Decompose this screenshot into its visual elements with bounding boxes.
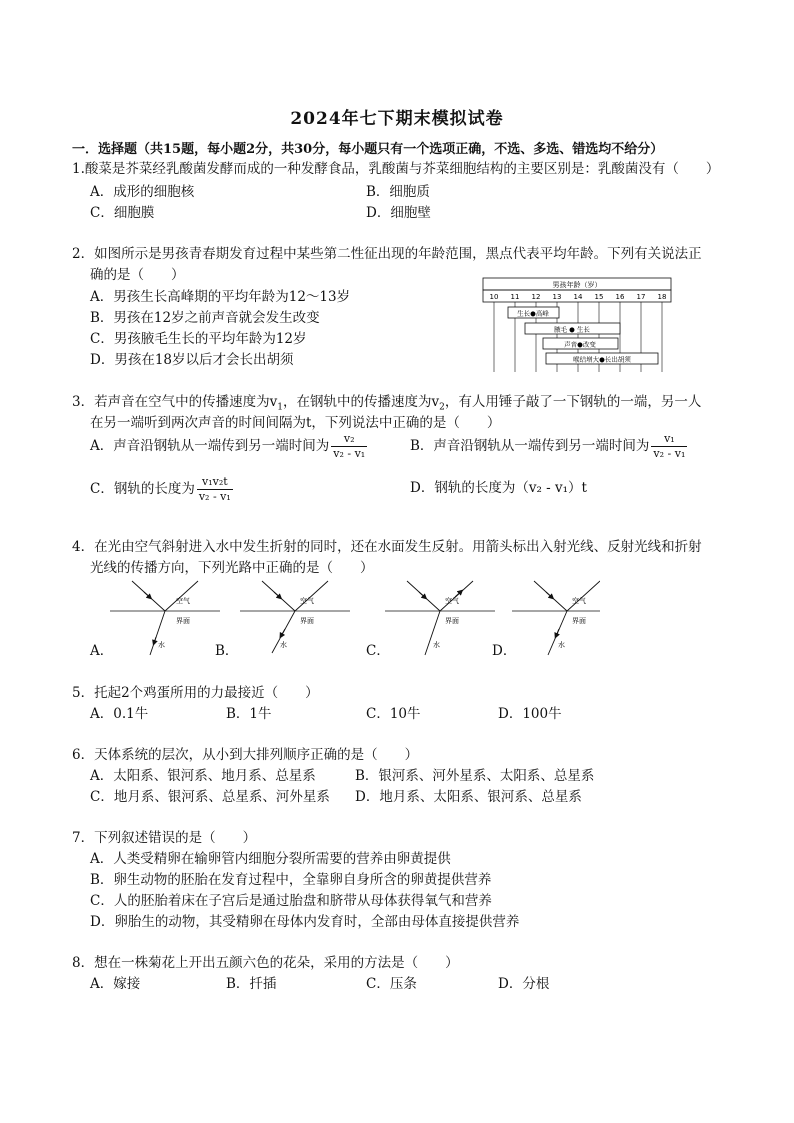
diagram-a-reflected xyxy=(165,581,198,611)
question-3-stem-line-1 xyxy=(72,390,701,413)
question-3-option-a-fraction xyxy=(331,432,367,461)
question-1-option-d: D．细胞壁 xyxy=(366,205,431,221)
diagram-c-air-label: 空气 xyxy=(445,597,459,605)
fraction-numerator: v₁v₂t xyxy=(197,475,233,490)
question-1-stem: 1.酸菜是芥菜经乳酸菌发酵而成的一种发酵食品，乳酸菌与芥菜细胞结构的主要区别是：乳酸菌没有（ ） xyxy=(72,161,720,177)
question-6-option-a: A．太阳系、银河系、地月系、总星系 xyxy=(90,768,316,784)
diagram-b xyxy=(240,581,350,653)
bar-growth-peak-label: 生长●高峰 xyxy=(517,309,549,318)
question-3-option-c-text: C．钢轨的长度为 xyxy=(90,481,195,497)
question-6-option-c: C．地月系、银河系、总星系、河外星系 xyxy=(90,789,330,805)
question-3-sub-2: 2 xyxy=(439,402,445,413)
question-6-option-b: B．银河系、河外星系、太阳系、总星系 xyxy=(355,768,595,784)
question-1-option-c: C．细胞膜 xyxy=(90,205,155,221)
fraction-numerator: v₂ xyxy=(331,432,367,447)
diagram-a-incident-arrow xyxy=(144,592,150,598)
question-6-option-d: D．地月系、太阳系、银河系、总星系 xyxy=(355,789,582,805)
diagram-b-water-label: 水 xyxy=(280,641,287,649)
question-7-option-a: A．人类受精卵在输卵管内细胞分裂所需要的营养由卵黄提供 xyxy=(90,851,451,867)
diagram-b-reflected xyxy=(295,581,328,611)
diagram-b-air-label: 空气 xyxy=(300,597,314,605)
diagram-a xyxy=(110,581,220,655)
question-6-stem: 6．天体系统的层次，从小到大排列顺序正确的是（ ） xyxy=(72,747,419,763)
question-8-option-a: A．嫁接 xyxy=(90,976,141,992)
question-3-sub-1: 1 xyxy=(277,402,283,413)
question-8-stem: 8．想在一株菊花上开出五颜六色的花朵，采用的方法是（ ） xyxy=(72,955,459,971)
bar-armpit-hair-label: 腋毛 ● 生长 xyxy=(554,325,590,334)
diagram-c xyxy=(385,581,495,655)
figure-age-label: 14 xyxy=(573,293,583,301)
diagram-b-incident-arrow xyxy=(274,592,280,598)
question-3-option-c-fraction xyxy=(197,475,233,504)
puberty-age-figure xyxy=(480,276,676,374)
diagram-c-incident-arrow xyxy=(419,592,425,598)
figure-age-label: 11 xyxy=(510,293,520,301)
question-4-stem-line-1: 4．在光由空气斜射进入水中发生折射的同时，还在水面发生反射。用箭头标出入射光线、反射光线和折射 xyxy=(72,539,702,555)
diagram-d-air-label: 空气 xyxy=(572,597,586,605)
figure-age-label: 13 xyxy=(552,293,562,301)
diagram-d xyxy=(512,581,600,655)
fraction-numerator: v₁ xyxy=(651,432,687,447)
diagram-d-water-label: 水 xyxy=(558,641,565,649)
diagram-a-refracted-arrow xyxy=(154,637,156,643)
diagram-a-water-label: 水 xyxy=(158,641,165,649)
figure-age-label: 12 xyxy=(531,293,541,301)
question-1 xyxy=(72,159,732,180)
question-1-option-a: A．成形的细胞核 xyxy=(90,184,195,200)
question-7-option-c: C．人的胚胎着床在子宫后是通过胎盘和脐带从母体获得氧气和营养 xyxy=(90,893,492,909)
question-2-stem-line-1: 2．如图所示是男孩青春期发育过程中某些第二性征出现的年龄范围，黑点代表平均年龄。下列有关说法正 xyxy=(72,246,702,262)
fraction-denominator: v₂ - v₁ xyxy=(333,447,366,460)
diagram-b-refracted-arrow xyxy=(281,629,285,636)
question-5-stem: 5．托起2个鸡蛋所用的力最接近（ ） xyxy=(72,685,319,701)
question-3-option-a-text: A．声音沿钢轨从一端传到另一端时间为 xyxy=(90,438,330,454)
question-3-option-b-fraction xyxy=(651,432,687,461)
exam-title: 2024年七下期末模拟试卷 xyxy=(290,109,504,129)
question-2-option-d: D．男孩在18岁以后才会长出胡须 xyxy=(90,352,294,368)
diagram-d-refracted-arrow xyxy=(556,629,559,636)
diagram-a-air-label: 空气 xyxy=(176,597,190,605)
question-4-diagrams xyxy=(80,575,600,660)
question-2-option-a: A．男孩生长高峰期的平均年龄为12～13岁 xyxy=(90,289,351,305)
question-2-stem-line-2: 确的是（ ） xyxy=(90,267,185,283)
question-5-option-a: A．0.1牛 xyxy=(90,706,149,722)
figure-age-label: 15 xyxy=(594,293,604,301)
diagram-b-surface-label: 界面 xyxy=(300,617,314,625)
question-3-option-b xyxy=(410,432,689,461)
question-8-option-c: C．压条 xyxy=(366,976,417,992)
diagram-c-surface-label: 界面 xyxy=(445,617,459,625)
question-3-stem-part-2: ，在钢轨中的传播速度为v xyxy=(282,394,440,410)
figure-age-label: 18 xyxy=(657,293,667,301)
figure-age-label: 16 xyxy=(615,293,625,301)
question-4-option-c: C． xyxy=(366,643,390,659)
question-2-option-c: C．男孩腋毛生长的平均年龄为12岁 xyxy=(90,331,307,347)
question-4-option-d: D． xyxy=(492,643,517,659)
question-8-option-d: D．分根 xyxy=(498,976,550,992)
question-2-option-b: B．男孩在12岁之前声音就会发生改变 xyxy=(90,310,320,326)
figure-age-label: 17 xyxy=(636,293,646,301)
question-5-option-d: D．100牛 xyxy=(498,706,562,722)
question-4-option-b: B． xyxy=(215,643,239,659)
figure-age-labels xyxy=(490,293,667,301)
question-1-option-b: B．细胞质 xyxy=(366,184,430,200)
diagram-a-surface-label: 界面 xyxy=(176,617,190,625)
fraction-denominator: v₂ - v₁ xyxy=(653,447,686,460)
diagram-d-incident-arrow xyxy=(546,592,552,598)
question-5-option-c: C．10牛 xyxy=(366,706,421,722)
question-7-stem: 7．下列叙述错误的是（ ） xyxy=(72,830,257,846)
question-8-option-b: B．扦插 xyxy=(226,976,277,992)
question-3-stem-line-2: 在另一端听到两次声音的时间间隔为t，下列说法中正确的是（ ） xyxy=(90,415,501,431)
figure-header: 男孩年龄（岁） xyxy=(552,281,602,289)
question-7-option-d: D．卵胎生的动物，其受精卵在母体内发育时，全部由母体直接提供营养 xyxy=(90,914,520,930)
figure-age-label: 10 xyxy=(489,293,499,301)
question-4-stem-line-2: 光线的传播方向，下列光路中正确的是（ ） xyxy=(90,560,374,576)
question-3-option-c xyxy=(90,475,235,504)
question-4-option-a: A． xyxy=(90,643,114,659)
question-3-stem-part-3: ，有人用锤子敲了一下钢轨的一端，另一人 xyxy=(444,394,702,410)
bar-voice-change-label: 声音●改变 xyxy=(564,340,596,349)
diagram-c-water-label: 水 xyxy=(433,641,440,649)
question-5-option-b: B．1牛 xyxy=(226,706,272,722)
diagram-d-reflected xyxy=(567,581,600,611)
question-3-option-d: D．钢轨的长度为（v₂ - v₁）t xyxy=(410,480,587,496)
question-3-stem-part-1: 3．若声音在空气中的传播速度为v xyxy=(72,394,278,410)
question-3-option-a xyxy=(90,432,369,461)
bar-adams-apple-label: 喉结增大●长出胡须 xyxy=(573,355,631,364)
question-3-option-b-text: B．声音沿钢轨从一端传到另一端时间为 xyxy=(410,438,650,454)
question-7-option-b: B．卵生动物的胚胎在发育过程中，全靠卵自身所含的卵黄提供营养 xyxy=(90,872,492,888)
section-heading: 一．选择题（共15题，每小题2分，共30分，每小题只有一个选项正确，不选、多选、错选均不给分） xyxy=(72,142,664,157)
fraction-denominator: v₂ - v₁ xyxy=(198,490,231,503)
diagram-d-surface-label: 界面 xyxy=(572,617,586,625)
